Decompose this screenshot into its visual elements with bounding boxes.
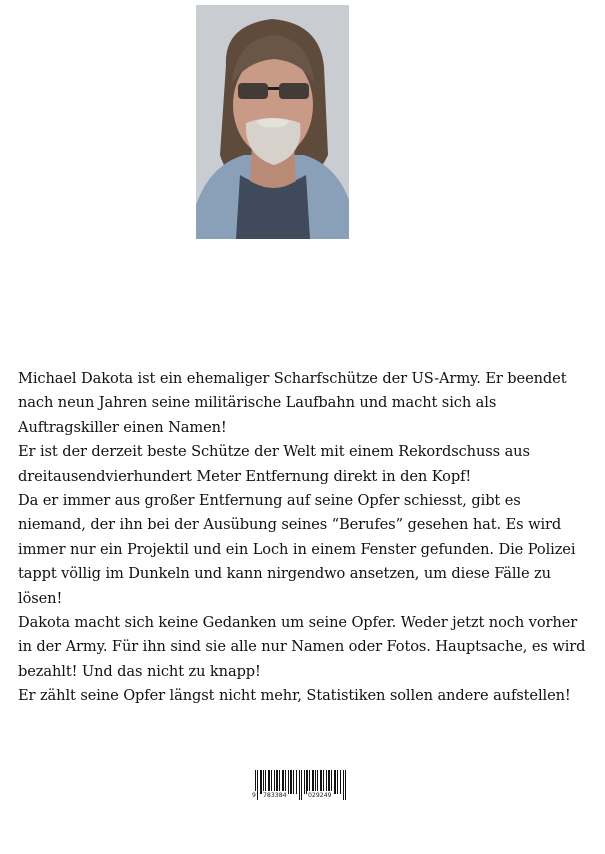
blurb-paragraph: Da er immer aus großer Entfernung auf seine Opfer schiesst, gibt es niemand, der ihn bei der Ausübung seines “Berufes” gesehen hat. Es wird immer nur ein Projektil und ein Loch in einem Fenster gefunden. Die Polizei tappt völlig im Dunkeln und kann nirgendwo ansetzen, um diese Fälle zu lösen! [18,492,576,607]
author-photo [196,5,349,239]
isbn-right-group: 029249 [308,792,332,799]
blurb-paragraph: Dakota macht sich keine Gedanken um seine Opfer. Weder jetzt noch vorher in der Army. Für ihn sind sie alle nur Namen oder Fotos. Hauptsache, es wird bezahlt! Und das nicht zu knapp! [18,614,586,680]
isbn-digits [252,791,350,800]
blurb-paragraph: Er ist der derzeit beste Schütze der Welt mit einem Rekordschuss aus dreitausendvierhundert Meter Entfernung direkt in den Kopf! [18,443,530,485]
blurb-paragraph: Michael Dakota ist ein ehemaliger Scharfschütze der US-Army. Er beendet nach neun Jahren seine militärische Laufbahn und macht sich als Auftragskiller einen Namen! [18,370,567,436]
isbn-first-digit: 9 [252,792,256,799]
back-cover-blurb [18,367,588,709]
blurb-paragraph: Er zählt seine Opfer längst nicht mehr, Statistiken sollen andere aufstellen! [18,687,571,705]
isbn-left-group: 783384 [263,792,287,799]
author-portrait-icon [196,5,349,239]
